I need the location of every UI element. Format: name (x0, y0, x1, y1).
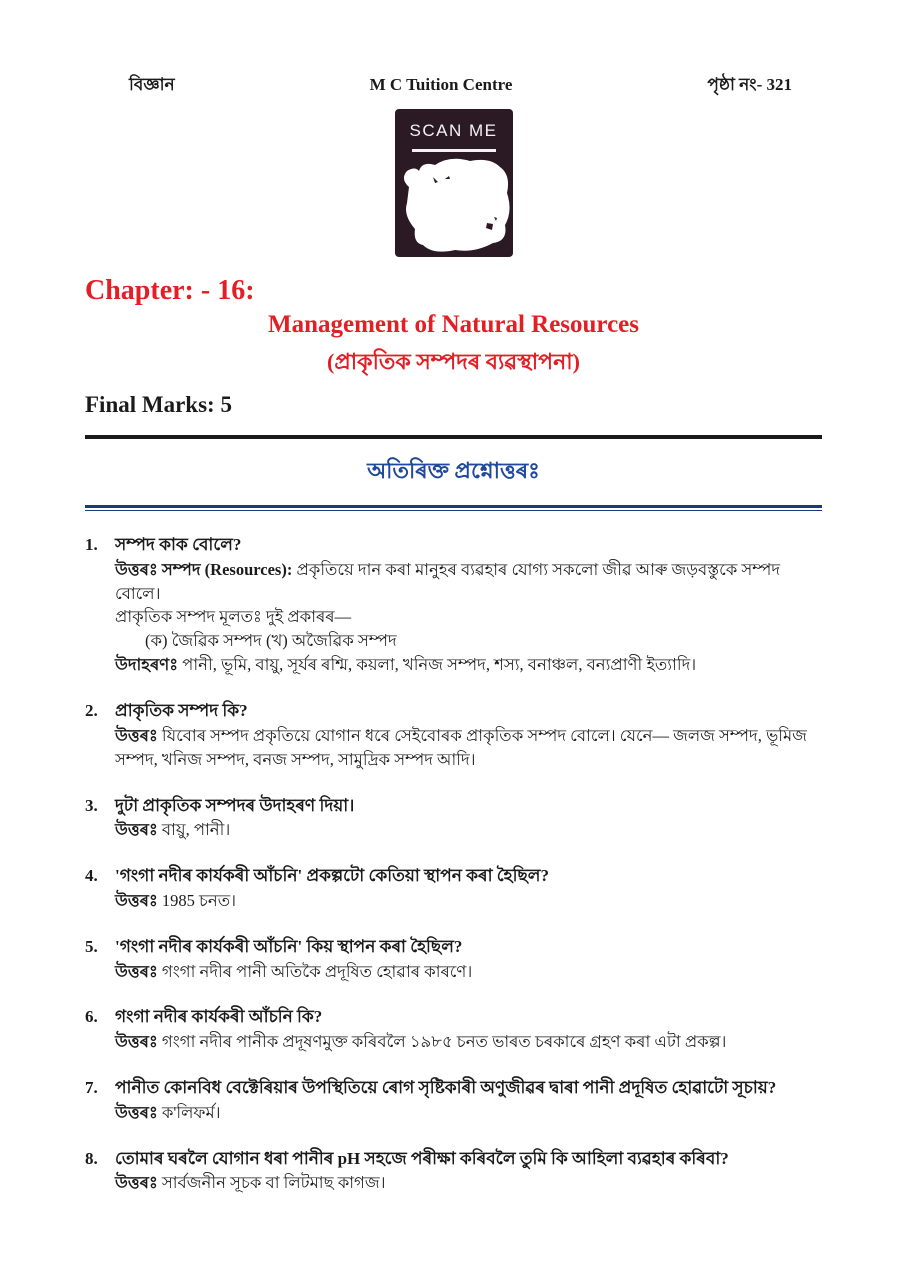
question-number: 5. (85, 936, 98, 956)
question-text: প্ৰাকৃতিক সম্পদ কি? (115, 701, 248, 721)
question-body (115, 1005, 822, 1054)
header-subject: বিজ্ঞান (129, 75, 175, 94)
section-heading-extra-questions: অতিৰিক্ত প্ৰশ্নোত্তৰঃ (367, 458, 540, 483)
qr-divider-line (412, 149, 496, 152)
chapter-title-assamese: (প্ৰাকৃতিক সম্পদৰ ব্যৱস্থাপনা) (327, 349, 580, 374)
answer-text: গংগা নদীৰ পানীক প্ৰদূষণমুক্ত কৰিবলৈ ১৯৮৫ চনত ভাৰত চৰকাৰে গ্ৰহণ কৰা এটা প্ৰকল্প। (157, 1032, 727, 1052)
qr-scan-me-label: SCAN ME (409, 121, 498, 140)
question-number: 4. (85, 866, 98, 886)
answer-line (115, 1171, 822, 1195)
question-number: 1. (85, 535, 98, 554)
answer-label: উত্তৰঃ (115, 725, 158, 745)
question-number: 3. (85, 795, 98, 815)
header-page-number: পৃষ্ঠা নং- 321 (707, 75, 792, 94)
page-header (85, 72, 822, 100)
answer-label: উত্তৰঃ (115, 820, 158, 840)
answer-text: পানী, ভূমি, বায়ু, সূৰ্যৰ ৰশ্মি, কয়লা, খনিজ সম্পদ, শস্য, বনাঞ্চল, বন্যপ্ৰাণী ইত্যাদি। (178, 655, 697, 675)
question-body (115, 794, 822, 843)
answer-label: উত্তৰঃ (115, 1173, 158, 1193)
chapter-number-heading: Chapter: - 16: (85, 275, 255, 306)
question-text: গংগা নদীৰ কাৰ্যকৰী আঁচনি কি? (115, 1007, 323, 1027)
horizontal-rule-navy-double (85, 505, 822, 511)
question-text: 'গংগা নদীৰ কাৰ্যকৰী আঁচনি' কিয় স্থাপন কৰা হৈছিল? (115, 936, 463, 956)
question-item (85, 1076, 822, 1125)
answer-line (115, 1101, 822, 1125)
chapter-title-english: Management of Natural Resources (268, 311, 639, 338)
answer-text: ক'লিফৰ্ম। (157, 1102, 221, 1122)
question-item (85, 935, 822, 984)
answer-text: সাৰ্বজনীন সূচক বা লিটমাছ কাগজ। (157, 1173, 386, 1193)
answer-line (115, 605, 822, 629)
answer-label: উত্তৰঃ (115, 890, 158, 910)
horizontal-rule-black (85, 435, 822, 439)
answer-text: প্ৰকৃতিয়ে দান কৰা মানুহৰ ব্যৱহাৰ যোগ্য সকলো জীৱ আৰু জড়বস্তুকে সম্পদ বোলে। (115, 559, 781, 603)
question-body (115, 935, 822, 984)
answer-text: বায়ু, পানী। (157, 820, 231, 840)
qr-code (395, 109, 513, 257)
question-body (115, 699, 822, 771)
question-number: 8. (85, 1148, 98, 1168)
qr-erased-blob (395, 153, 513, 257)
header-center-title: M C Tuition Centre (369, 75, 513, 94)
question-text: সম্পদ কাক বোলে? (115, 535, 242, 554)
answer-line (115, 960, 822, 984)
answer-line (115, 818, 822, 842)
question-body (115, 1147, 822, 1196)
answer-text: গংগা নদীৰ পানী অতিকৈ প্ৰদূষিত হোৱাৰ কাৰণে। (157, 961, 473, 981)
question-text: তোমাৰ ঘৰলৈ যোগান ধৰা পানীৰ pH সহজে পৰীক্ষা কৰিবলৈ তুমি কি আহিলা ব্যৱহাৰ কৰিবা? (115, 1148, 729, 1168)
answer-label: উত্তৰঃ (115, 1032, 158, 1052)
answer-line (115, 653, 822, 677)
answer-label: উত্তৰঃ সম্পদ (Resources): (115, 559, 293, 579)
question-item (85, 864, 822, 913)
question-text: দুটা প্ৰাকৃতিক সম্পদৰ উদাহৰণ দিয়া। (115, 795, 355, 815)
answer-text: 1985 চনত। (157, 890, 237, 910)
answer-line (115, 724, 822, 772)
answer-label: উদাহৰণঃ (115, 655, 179, 675)
question-body (115, 1076, 822, 1125)
answer-line (115, 1030, 822, 1054)
question-body (115, 864, 822, 913)
question-text: পানীত কোনবিধ বেক্টেৰিয়াৰ উপস্থিতিয়ে ৰোগ সৃষ্টিকাৰী অণুজীৱৰ দ্বাৰা পানী প্ৰদূষিত হোৱাটো সূচায়? (115, 1077, 777, 1097)
final-marks-label: Final Marks: 5 (85, 392, 232, 417)
answer-text: (ক) জৈৱিক সম্পদ (খ) অজৈৱিক সম্পদ (145, 631, 397, 651)
answer-text: প্ৰাকৃতিক সম্পদ মূলতঃ দুই প্ৰকাৰৰ— (115, 607, 352, 627)
answer-line (115, 558, 822, 606)
question-item (85, 1005, 822, 1054)
question-text: 'গংগা নদীৰ কাৰ্যকৰী আঁচনি' প্ৰকল্পটো কেতিয়া স্থাপন কৰা হৈছিল? (115, 866, 549, 886)
answer-line (115, 629, 822, 653)
question-number: 2. (85, 701, 98, 721)
qr-block (85, 109, 822, 257)
answer-label: উত্তৰঃ (115, 961, 158, 981)
answer-label: উত্তৰঃ (115, 1102, 158, 1122)
answer-text: যিবোৰ সম্পদ প্ৰকৃতিয়ে যোগান ধৰে সেইবোৰক প্ৰাকৃতিক সম্পদ বোলে। যেনে— জলজ সম্পদ, ভূমিজ সম্পদ, খনিজ সম্পদ, বনজ সম্পদ, সামুদ্ৰিক সম্পদ আদি। (115, 725, 807, 769)
question-number: 6. (85, 1007, 98, 1027)
question-number: 7. (85, 1077, 98, 1097)
question-body (115, 533, 822, 677)
question-answer-list (85, 533, 822, 1195)
question-item (85, 533, 822, 677)
answer-line (115, 889, 822, 913)
question-item (85, 1147, 822, 1196)
question-item (85, 699, 822, 771)
question-item (85, 794, 822, 843)
